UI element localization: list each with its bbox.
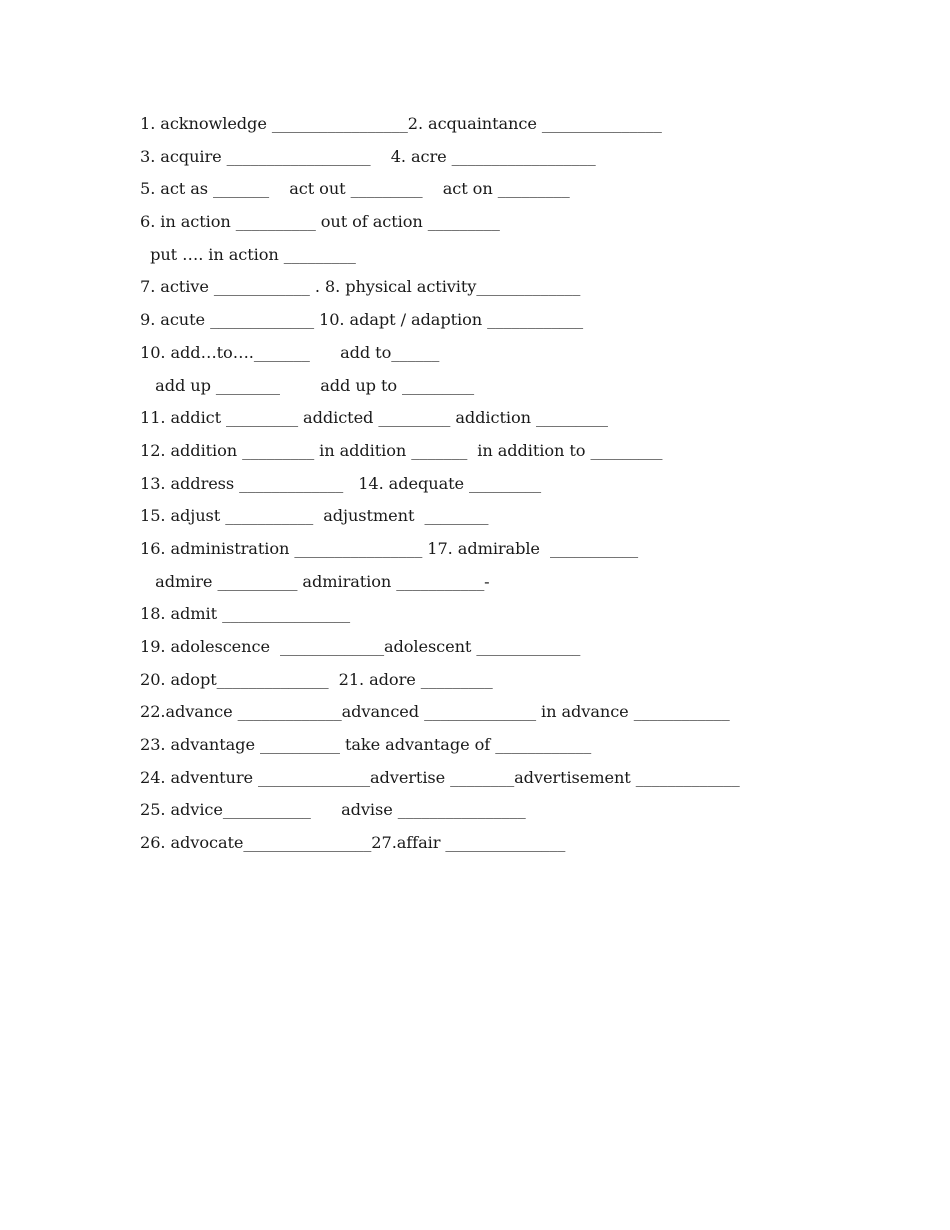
worksheet-line: 9. acute _____________ 10. adapt / adaption ____________ (140, 310, 584, 330)
worksheet-line: 1. acknowledge _________________2. acquaintance _______________ (140, 114, 662, 133)
worksheet-line: add up ________ add up to _________ (140, 375, 474, 395)
worksheet-line: 23. advantage __________ take advantage of ____________ (140, 735, 592, 755)
worksheet-line: 13. address _____________ 14. adequate _________ (140, 473, 541, 493)
worksheet-line: 12. addition _________ in addition _______ in addition to _________ (140, 440, 663, 460)
worksheet-line: 6. in action __________ out of action _________ (140, 212, 500, 232)
worksheet-line: 24. adventure ______________advertise ________advertisement _____________ (140, 767, 740, 787)
worksheet-line: admire __________ admiration ___________- (140, 571, 490, 591)
worksheet-line: 19. adolescence _____________adolescent _____________ (140, 637, 581, 656)
worksheet-line: 20. adopt______________ 21. adore _________ (140, 669, 493, 689)
worksheet-line: 15. adjust ___________ adjustment ________ (140, 506, 489, 526)
worksheet-line: 11. addict _________ addicted _________ addiction _________ (140, 408, 608, 428)
worksheet-line: 22.advance _____________advanced ______________ in advance ____________ (140, 702, 730, 722)
worksheet-line: 3. acquire __________________ 4. acre __________________ (140, 146, 596, 166)
worksheet-line: 10. add…to…._______ add to______ (140, 342, 440, 362)
worksheet-line: 16. administration ________________ 17. admirable ___________ (140, 538, 638, 558)
worksheet-line: 25. advice___________ advise ________________ (140, 800, 526, 820)
worksheet-line: put …. in action _________ (140, 244, 356, 264)
vocabulary-worksheet (140, 108, 820, 860)
worksheet-line: 26. advocate________________27.affair _______________ (140, 833, 566, 853)
worksheet-line: 5. act as _______ act out _________ act on _________ (140, 179, 570, 199)
worksheet-line: 18. admit ________________ (140, 604, 350, 624)
worksheet-line: 7. active ____________ . 8. physical activity_____________ (140, 277, 581, 297)
